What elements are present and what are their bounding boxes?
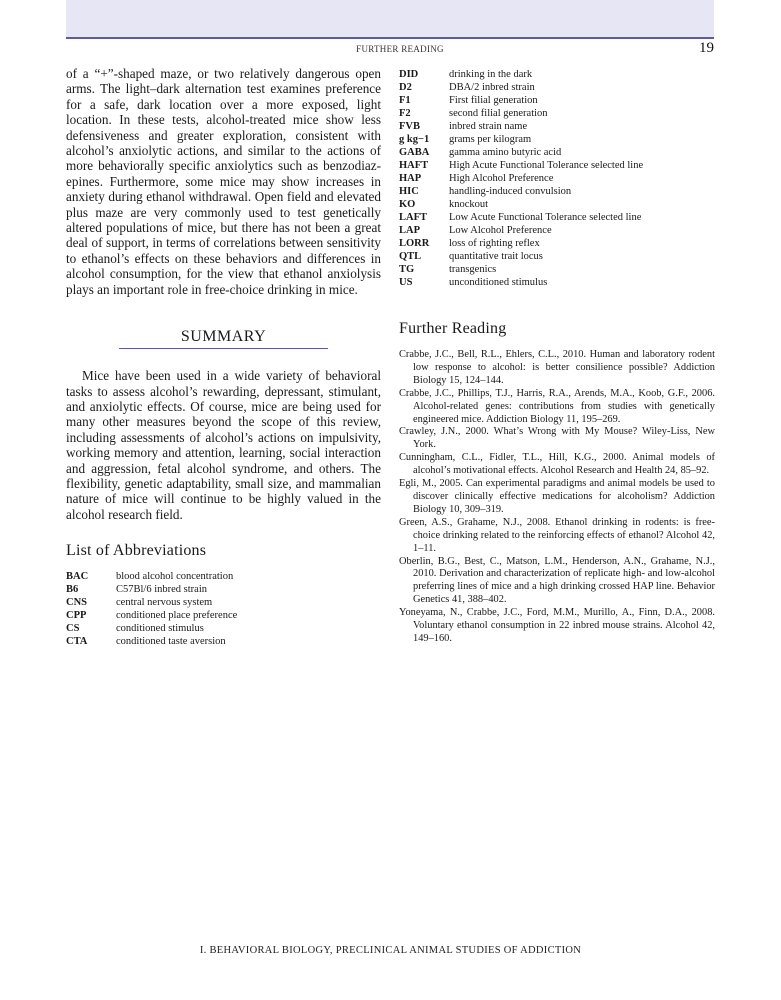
abbreviation-term: BAC xyxy=(66,571,89,583)
abbreviation-term: CS xyxy=(66,623,80,635)
further-reading-heading: Further Reading xyxy=(399,320,507,337)
reference-entry: Crabbe, J.C., Phillips, T.J., Harris, R.A., Arends, M.A., Koob, G.F., 2006. Alcohol-related genes: contributions from studies with genetically engineered mice. Addiction Biology 11, 195–269. xyxy=(399,387,715,425)
abbreviation-definition: gamma amino butyric acid xyxy=(449,147,562,158)
abbreviation-row xyxy=(399,159,715,172)
abbreviation-term: F2 xyxy=(399,108,411,119)
abbreviation-definition: High Alcohol Preference xyxy=(449,173,554,184)
reference-entry: Yoneyama, N., Crabbe, J.C., Ford, M.M., Murillo, A., Finn, D.A., 2008. Voluntary ethanol consumption in 22 inbred mouse strains. Alcohol 42, 149–160. xyxy=(399,607,715,644)
abbreviation-term: FVB xyxy=(399,121,420,132)
abbreviation-row xyxy=(66,609,381,622)
abbreviation-term: HAFT xyxy=(399,160,429,171)
abbreviation-row xyxy=(399,68,715,81)
abbreviation-row xyxy=(399,146,715,159)
abbreviation-row xyxy=(399,185,715,198)
abbreviation-definition: handling-induced convulsion xyxy=(449,186,572,197)
abbreviation-list-right xyxy=(399,68,715,289)
reference-entry: Cunningham, C.L., Fidler, T.L., Hill, K.G., 2000. Animal models of alcohol’s motivational effects. Alcohol Research and Health 24, 85–92. xyxy=(399,452,715,477)
abbreviation-row xyxy=(399,250,715,263)
abbreviation-term: QTL xyxy=(399,251,422,262)
abbreviation-definition: Low Acute Functional Tolerance selected line xyxy=(449,212,642,223)
reference-entry: Crabbe, J.C., Bell, R.L., Ehlers, C.L., 2010. Human and laboratory rodent low response to alcohol: is better consilience possible? Addiction Biology 15, 124–144. xyxy=(399,349,715,386)
abbreviation-row xyxy=(399,224,715,237)
abbreviation-list-left xyxy=(66,570,381,648)
abbreviation-row xyxy=(399,120,715,133)
abbreviation-row xyxy=(399,107,715,120)
summary-paragraph: Mice have been used in a wide variety of behavioral tasks to assess alcohol’s rewarding, depressant, stimulant, and anxiolytic effects. Of course, mice are being used for many other measures beyond the scope of this review, including assessments of alcohol’s actions on impulsivity, working memory and attention, learning, social interaction and aggression, fetal alcohol syndrome, and others. The flexibility, genetic adaptability, small size, and mammalian nature of mice will continue to be highly valued in the alcohol research field. xyxy=(66,368,381,522)
abbreviation-definition: second filial generation xyxy=(449,108,548,119)
summary-heading: SUMMARY xyxy=(119,328,328,349)
abbreviation-definition: High Acute Functional Tolerance selected line xyxy=(449,160,644,171)
abbreviation-definition: transgenics xyxy=(449,264,497,275)
abbreviation-row xyxy=(66,570,381,583)
abbreviation-definition: blood alcohol concentration xyxy=(116,571,234,583)
continued-paragraph: of a “+”-shaped maze, or two relatively dangerous open arms. The light–dark alternation test examines preference for a safe, dark location over a more exposed, light location. In these tests, alcohol-treated mice show less defensiveness and greater exploration, consistent with alcohol’s anxiolytic actions, and similar to the actions of more behaviorally specific anxiolytics such as benzodiazepines. Furthermore, some mice may show increases in anxiety during ethanol withdrawal. Open field and elevated plus maze are very commonly used to test genetically altered populations of mice, but there has not been a great deal of support, in terms of correlations between sensitivity to ethanol’s effects on these behaviors and differences in alcohol consumption, for the view that ethanol anxiolysis plays an important role in free-choice drinking in mice. xyxy=(66,66,381,297)
abbreviation-row xyxy=(66,596,381,609)
abbreviation-definition: DBA/2 inbred strain xyxy=(449,82,535,93)
abbreviation-term: CTA xyxy=(66,636,88,648)
abbreviation-term: US xyxy=(399,277,413,288)
abbreviation-row xyxy=(66,635,381,648)
reference-list xyxy=(399,349,715,646)
abbreviation-row xyxy=(399,81,715,94)
header-band xyxy=(66,0,714,37)
abbreviation-definition: conditioned stimulus xyxy=(116,623,204,635)
abbreviation-term: LAFT xyxy=(399,212,428,223)
abbreviation-row xyxy=(399,211,715,224)
abbreviation-row xyxy=(66,622,381,635)
abbreviation-definition: grams per kilogram xyxy=(449,134,532,145)
abbreviation-term: GABA xyxy=(399,147,430,158)
abbreviation-term: DID xyxy=(399,69,419,80)
abbreviation-definition: First filial generation xyxy=(449,95,538,106)
abbreviation-definition: quantitative trait locus xyxy=(449,251,543,262)
abbreviation-definition: conditioned place preference xyxy=(116,610,238,622)
summary-section xyxy=(66,328,381,349)
abbreviation-term: D2 xyxy=(399,82,412,93)
reference-entry: Crawley, J.N., 2000. What’s Wrong with My Mouse? Wiley-Liss, New York. xyxy=(399,426,715,451)
abbreviation-definition: drinking in the dark xyxy=(449,69,533,80)
abbreviation-term: HIC xyxy=(399,186,419,197)
abbreviation-definition: knockout xyxy=(449,199,489,210)
abbreviation-term: LORR xyxy=(399,238,430,249)
abbreviation-term: F1 xyxy=(399,95,411,106)
abbreviation-definition: inbred strain name xyxy=(449,121,528,132)
header-rule xyxy=(66,37,714,39)
abbreviation-term: g kg−1 xyxy=(399,134,430,145)
abbreviation-definition: central nervous system xyxy=(116,597,213,609)
abbreviation-term: LAP xyxy=(399,225,420,236)
abbreviation-row xyxy=(66,583,381,596)
abbreviation-term: B6 xyxy=(66,584,79,596)
reference-entry: Oberlin, B.G., Best, C., Matson, L.M., Henderson, A.N., Grahame, N.J., 2010. Derivation and characterization of replicate high- and low-alcohol preferring lines of mice and a high drinking crossed HAP line. Behavior Genetics 41, 388–402. xyxy=(399,555,715,606)
abbreviation-term: TG xyxy=(399,264,415,275)
abbreviation-term: CPP xyxy=(66,610,87,622)
running-head: FURTHER READING xyxy=(356,44,444,54)
abbreviation-definition: unconditioned stimulus xyxy=(449,277,548,288)
abbreviation-term: CNS xyxy=(66,597,88,609)
abbreviation-row xyxy=(399,198,715,211)
abbreviation-row xyxy=(399,237,715,250)
right-column xyxy=(399,68,715,646)
abbreviation-row xyxy=(399,94,715,107)
abbreviation-row xyxy=(399,263,715,276)
left-column xyxy=(66,66,381,648)
abbreviations-heading: List of Abbreviations xyxy=(66,542,207,560)
abbreviation-row xyxy=(399,276,715,289)
abbreviation-definition: C57Bl/6 inbred strain xyxy=(116,584,207,596)
reference-entry: Green, A.S., Grahame, N.J., 2008. Ethanol drinking in rodents: is free-choice drinking related to the reinforcing effects of ethanol? Alcohol 42, 1–11. xyxy=(399,516,715,554)
footer-text: I. BEHAVIORAL BIOLOGY, PRECLINICAL ANIMAL STUDIES OF ADDICTION xyxy=(199,945,582,956)
abbreviation-row xyxy=(399,133,715,146)
reference-entry: Egli, M., 2005. Can experimental paradigms and animal models be used to discover clinically effective medications for alcoholism? Addiction Biology 10, 309–319. xyxy=(399,478,715,515)
abbreviation-row xyxy=(399,172,715,185)
abbreviation-term: HAP xyxy=(399,173,422,184)
abbreviation-definition: Low Alcohol Preference xyxy=(449,225,552,236)
page-number: 19 xyxy=(699,40,714,56)
abbreviation-definition: conditioned taste aversion xyxy=(116,636,226,648)
abbreviation-definition: loss of righting reflex xyxy=(449,238,540,249)
abbreviation-term: KO xyxy=(399,199,416,210)
